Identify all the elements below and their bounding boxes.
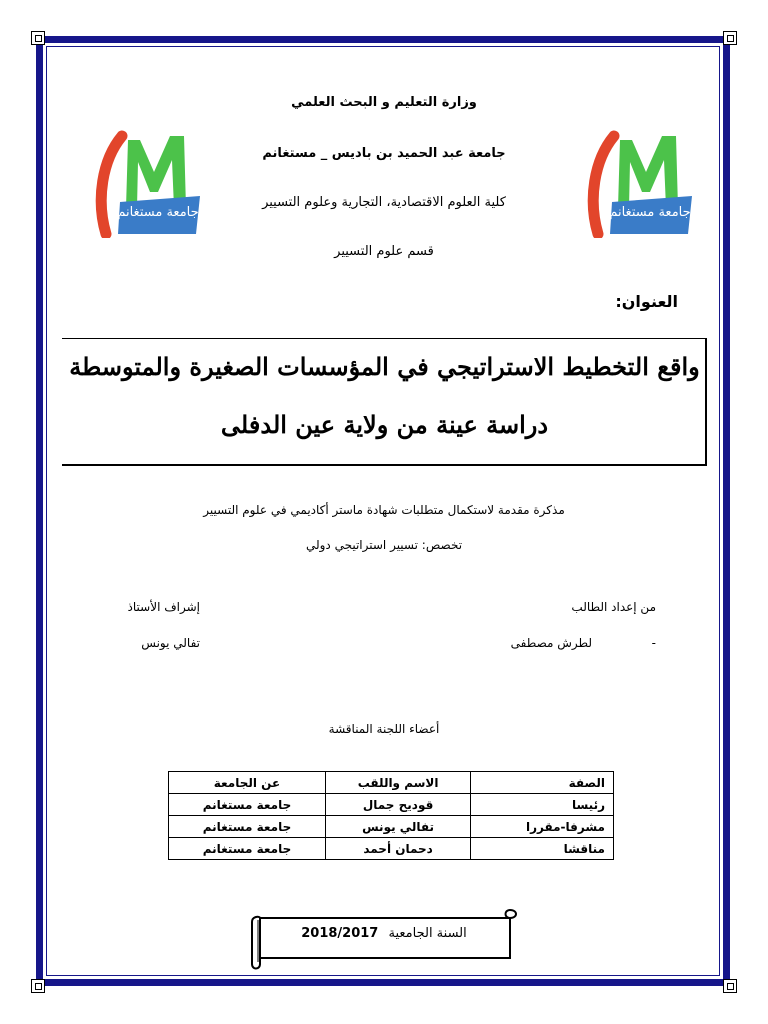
header-university: عن الجامعة	[169, 772, 326, 794]
faculty-name: كلية العلوم الاقتصادية، التجارية وعلوم التسيير	[262, 195, 506, 210]
corner-ornament	[723, 979, 737, 993]
specialty: تخصص: تسيير استراتيجي دولي	[305, 538, 463, 552]
academic-year-value: 2018/2017	[301, 926, 379, 941]
header-role: الصفة	[471, 772, 614, 794]
corner-ornament	[31, 979, 45, 993]
svg-text:جامعة مستغانم: جامعة مستغانم	[609, 205, 691, 220]
ministry-name: وزارة التعليم و البحث العلمي	[291, 95, 477, 110]
member-name: قوديح جمال	[325, 794, 470, 816]
department-name: قسم علوم التسيير	[334, 244, 434, 259]
thesis-description: مذكرة مقدمة لاستكمال متطلبات شهادة ماستر أكاديمي في علوم التسيير	[203, 503, 565, 517]
university-logo-right	[584, 130, 696, 238]
member-university: جامعة مستغانم	[169, 838, 326, 860]
university-name: جامعة عبد الحميد بن باديس _ مستغانم	[262, 146, 506, 161]
academic-year-label: السنة الجامعية	[388, 926, 467, 941]
table-row	[169, 794, 614, 816]
member-role: مناقشا	[471, 838, 614, 860]
table-row	[169, 816, 614, 838]
student-dash: -	[651, 636, 656, 650]
thesis-title-line1: واقع التخطيط الاستراتيجي في المؤسسات الصغيرة والمتوسطة	[69, 352, 700, 381]
table-row	[169, 838, 614, 860]
academic-year	[262, 926, 506, 941]
student-name: لطرش مصطفى	[510, 636, 592, 650]
table-header-row	[169, 772, 614, 794]
member-name: تفالي يونس	[325, 816, 470, 838]
corner-ornament	[31, 31, 45, 45]
student-label: من إعداد الطالب	[571, 600, 656, 614]
member-university: جامعة مستغانم	[169, 816, 326, 838]
member-university: جامعة مستغانم	[169, 794, 326, 816]
member-name: دحمان أحمد	[325, 838, 470, 860]
header-name: الاسم واللقب	[325, 772, 470, 794]
title-label: العنوان:	[615, 292, 678, 311]
member-role: رئيسا	[471, 794, 614, 816]
supervisor-label: إشراف الأستاذ	[127, 600, 200, 614]
member-role: مشرفا-مقررا	[471, 816, 614, 838]
committee-table	[168, 771, 614, 860]
svg-text:جامعة مستغانم: جامعة مستغانم	[117, 205, 199, 220]
supervisor-name: تفالي يونس	[141, 636, 200, 650]
corner-ornament	[723, 31, 737, 45]
thesis-title-line2: دراسة عينة من ولاية عين الدفلى	[220, 410, 549, 439]
university-logo-left	[92, 130, 204, 238]
committee-title: أعضاء اللجنة المناقشة	[328, 722, 440, 736]
